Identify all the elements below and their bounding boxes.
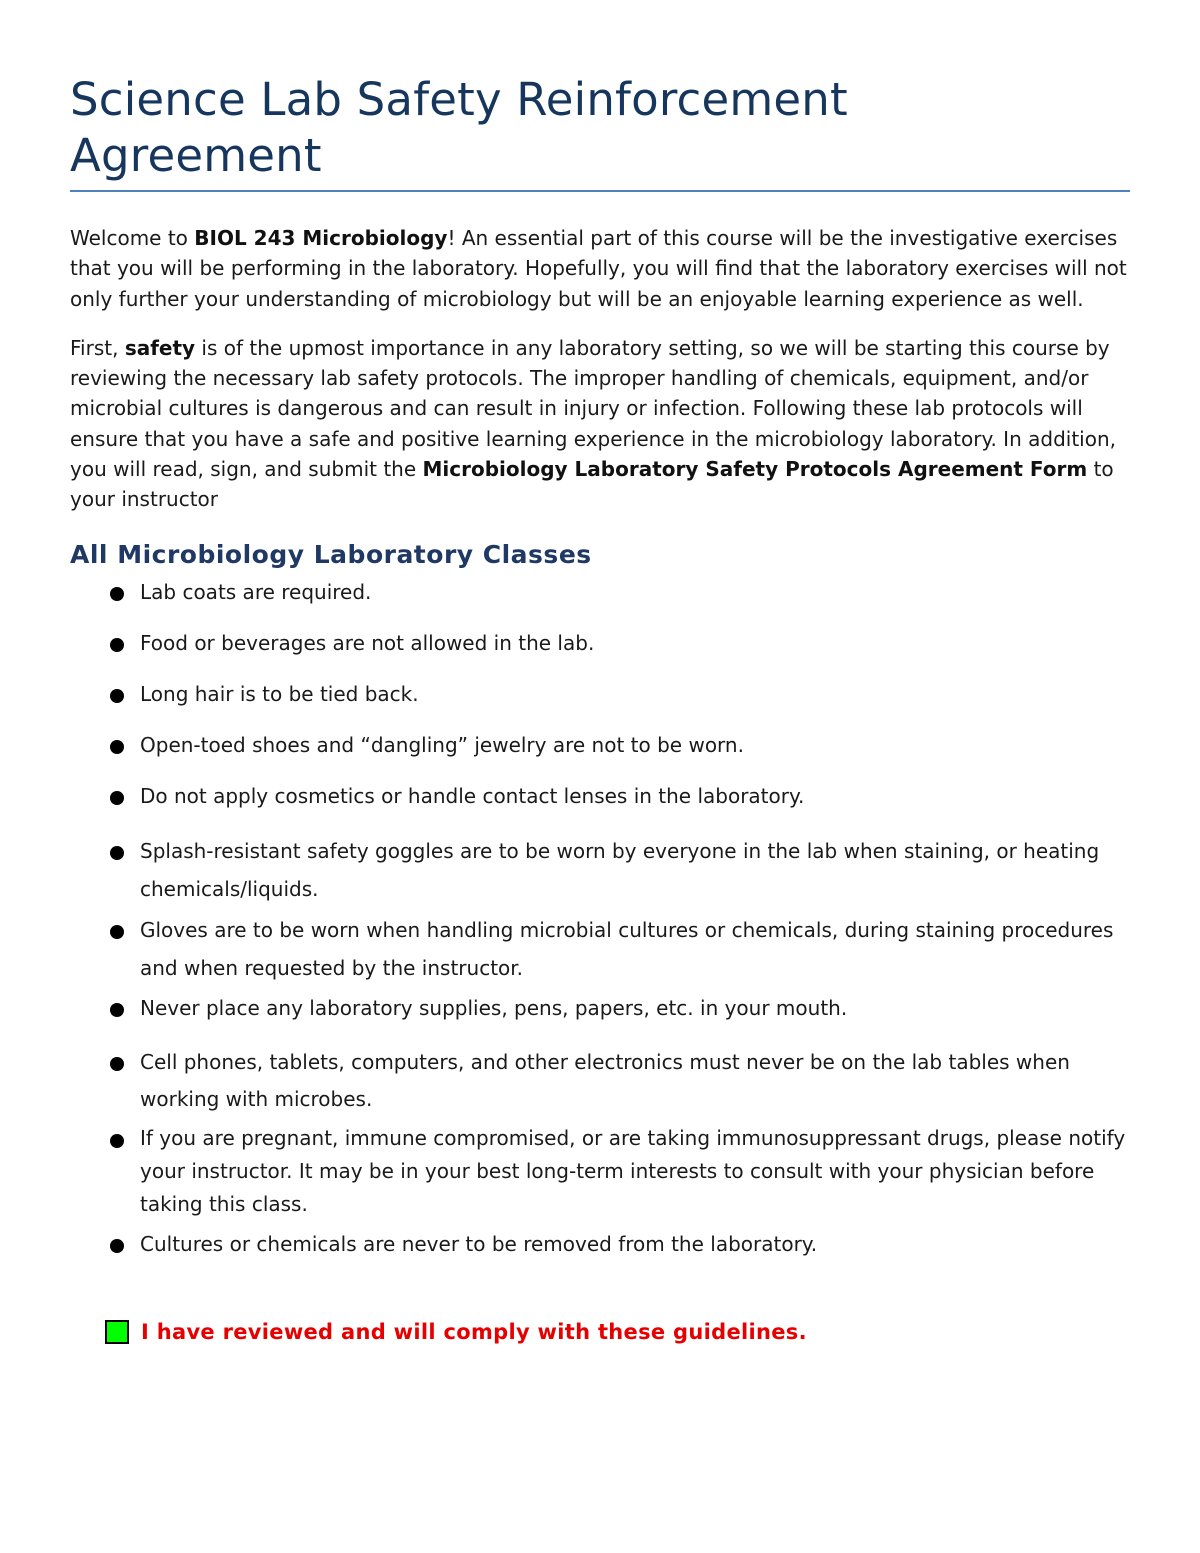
section-heading: All Microbiology Laboratory Classes [70, 539, 592, 569]
list-item [70, 1044, 1130, 1118]
document-title [70, 72, 1130, 184]
bullet-icon [110, 740, 124, 754]
intro-p1-pre: Welcome to [70, 226, 195, 250]
rule-text: Open-toed shoes and “dangling” jewelry are not to be worn. [140, 732, 744, 757]
list-item [70, 781, 1130, 811]
title-divider [70, 190, 1130, 192]
list-item [70, 911, 1130, 987]
list-item [70, 628, 1130, 658]
list-item [70, 1122, 1130, 1221]
list-item [70, 577, 1130, 607]
title-line-2: Agreement [70, 129, 322, 182]
rule-text: Splash-resistant safety goggles are to be worn by everyone in the lab when staining, or heating chemicals/liquids. [140, 838, 1100, 901]
rule-text: Gloves are to be worn when handling microbial cultures or chemicals, during staining procedures and when requested by the instructor. [140, 917, 1114, 980]
rule-text: Food or beverages are not allowed in the lab. [140, 630, 595, 655]
list-item [70, 832, 1130, 908]
rule-text: Lab coats are required. [140, 579, 372, 604]
intro-p1-post: ! An essential part of this course will be the investigative exercises that you will be performing in the laboratory. Hopefully, you will find that the laboratory exercises will not only further your understanding of microbiology but will be an enjoyable learning experience as well. [70, 226, 1127, 311]
bullet-icon [110, 638, 124, 652]
list-item [70, 679, 1130, 709]
rule-text: Never place any laboratory supplies, pens, papers, etc. in your mouth. [140, 995, 848, 1020]
agreement-checkbox[interactable] [105, 1320, 129, 1344]
list-item [70, 1229, 1130, 1259]
rule-text: Do not apply cosmetics or handle contact lenses in the laboratory. [140, 783, 805, 808]
bullet-icon [110, 587, 124, 601]
bullet-icon [110, 1003, 124, 1017]
rule-text: Long hair is to be tied back. [140, 681, 419, 706]
document-page [70, 72, 1130, 1259]
agreement-row [105, 1320, 807, 1344]
agreement-form-name: Microbiology Laboratory Safety Protocols Agreement Form [422, 457, 1088, 482]
bullet-icon [110, 689, 124, 703]
intro-p2-mid: is of the upmost importance in any laboratory setting, so we will be starting this course by reviewing the necessary lab safety protocols. The improper handling of chemicals, equipment, and/or microbial cultures is dangerous and can result in injury or infection. Following these lab protocols will ensure that you have a safe and positive learning experience in the microbiology laboratory. In addition, you will read, sign, and submit the [70, 335, 1116, 482]
intro-paragraph-1 [70, 223, 1130, 314]
rules-list [70, 577, 1130, 1259]
bullet-icon [110, 925, 124, 939]
intro-p2-pre: First, [70, 335, 125, 360]
safety-emphasis: safety [124, 335, 196, 360]
bullet-icon [110, 1239, 124, 1253]
bullet-icon [110, 1134, 124, 1148]
rule-text: Cultures or chemicals are never to be removed from the laboratory. [140, 1231, 818, 1256]
bullet-icon [110, 846, 124, 860]
bullet-icon [110, 1057, 124, 1071]
intro-paragraph-2 [70, 333, 1130, 515]
rule-text: Cell phones, tablets, computers, and other electronics must never be on the lab tables when working with microbes. [140, 1049, 1070, 1111]
rule-text: If you are pregnant, immune compromised, or are taking immunosuppressant drugs, please notify your instructor. It may be in your best long-term interests to consult with your physician before taking this class. [140, 1125, 1126, 1216]
list-item [70, 993, 1130, 1023]
agreement-text: I have reviewed and will comply with these guidelines. [141, 1320, 807, 1344]
intro-p2-post: to your instructor [70, 457, 1114, 512]
title-line-1: Science Lab Safety Reinforcement [70, 73, 848, 126]
course-name: BIOL 243 Microbiology [194, 226, 448, 250]
list-item [70, 730, 1130, 760]
bullet-icon [110, 791, 124, 805]
